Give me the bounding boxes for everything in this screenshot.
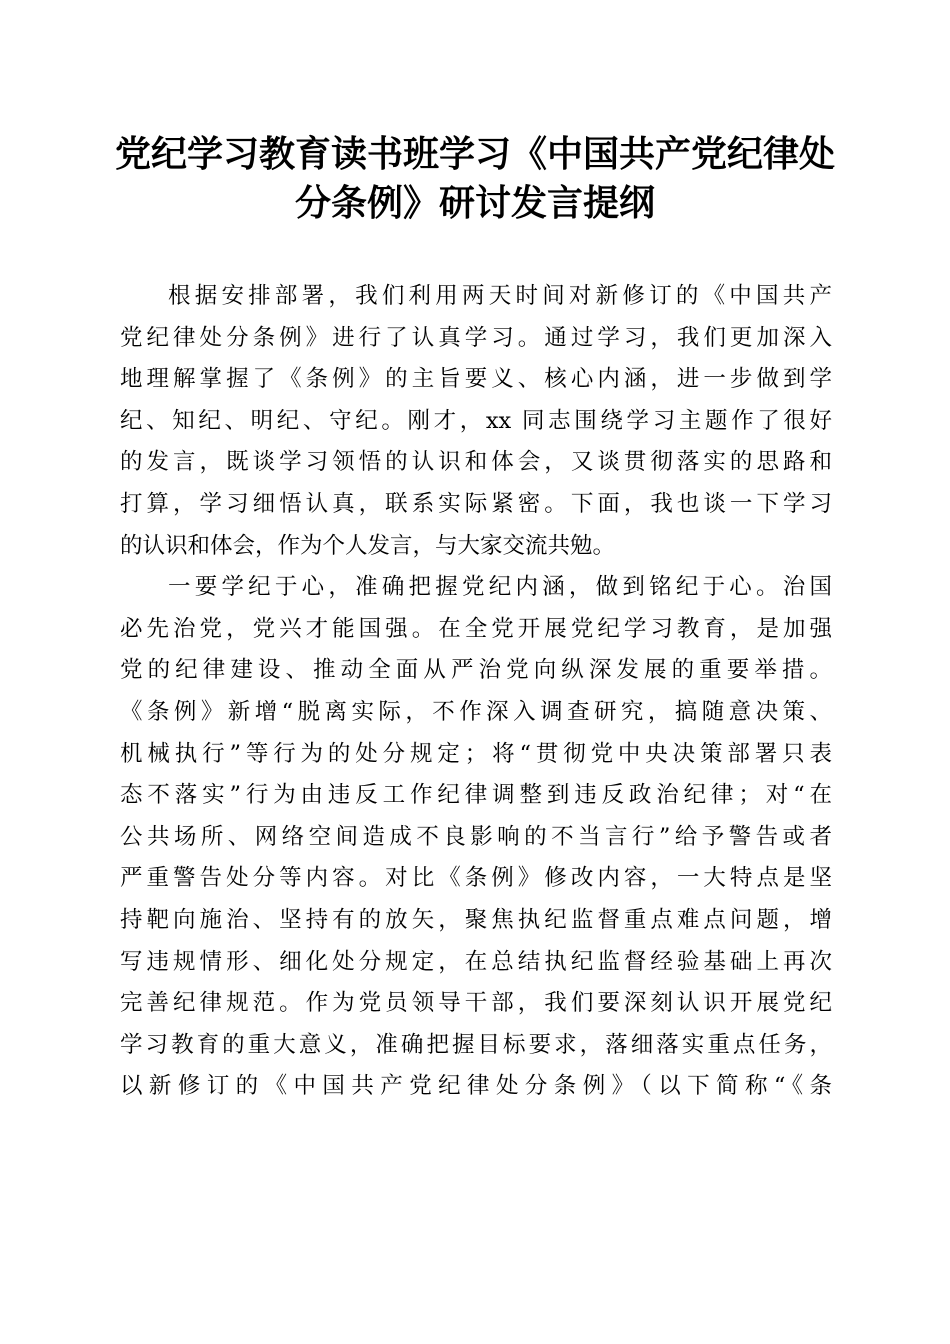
paragraph-1-line: 打算，学习细悟认真，联系实际紧密。下面，我也谈一下学习 (120, 490, 832, 517)
title-line: 党纪学习教育读书班学习《中国共产党纪律处 (114, 133, 835, 175)
paragraph-2-line: 党的纪律建设、推动全面从严治党向纵深发展的重要举措。 (120, 657, 832, 684)
paragraph-2-line: 《条例》新增“脱离实际，不作深入调查研究，搞随意决策、 (120, 698, 832, 725)
paragraph-2-line: 必先治党，党兴才能国强。在全党开展党纪学习教育，是加强 (120, 615, 832, 642)
paragraph-1-line: 的发言，既谈学习领悟的认识和体会，又谈贯彻落实的思路和 (120, 449, 832, 476)
document-title (100, 130, 850, 228)
paragraph-2-line: 以新修订的《中国共产党纪律处分条例》（以下简称“《条 (120, 1073, 832, 1100)
paragraph-1-line: 地理解掌握了《条例》的主旨要义、核心内涵，进一步做到学 (120, 366, 832, 393)
paragraph-2-line: 态不落实”行为由违反工作纪律调整到违反政治纪律；对“在 (120, 782, 832, 809)
paragraph-1-line: 根据安排部署，我们利用两天时间对新修订的《中国共产 (168, 283, 832, 309)
paragraph-2-line: 写违规情形、细化处分规定，在总结执纪监督经验基础上再次 (120, 948, 832, 975)
paragraph-2-line: 严重警告处分等内容。对比《条例》修改内容，一大特点是坚 (120, 865, 832, 892)
title-line: 分条例》研讨发言提纲 (294, 182, 655, 224)
paragraph-2-line: 一要学纪于心，准确把握党纪内涵，做到铭纪于心。治国 (168, 574, 832, 601)
paragraph-1-line: 纪、知纪、明纪、守纪。刚才，xx 同志围绕学习主题作了很好 (120, 407, 832, 434)
paragraph-2-line: 完善纪律规范。作为党员领导干部，我们要深刻认识开展党纪 (120, 990, 832, 1017)
paragraph-2-line: 持靶向施治、坚持有的放矢，聚焦执纪监督重点难点问题，增 (120, 906, 832, 933)
paragraph-2-line: 机械执行”等行为的处分规定；将“贯彻党中央决策部署只表 (120, 740, 832, 767)
paragraph-1-line: 党纪律处分条例》进行了认真学习。通过学习，我们更加深入 (120, 324, 832, 351)
document-body (120, 276, 832, 1108)
paragraph-1-line: 的认识和体会，作为个人发言，与大家交流共勉。 (120, 532, 616, 559)
paragraph-2-line: 学习教育的重大意义，准确把握目标要求，落细落实重点任务， (120, 1031, 832, 1058)
paragraph-2-line: 公共场所、网络空间造成不良影响的不当言行”给予警告或者 (120, 823, 832, 850)
